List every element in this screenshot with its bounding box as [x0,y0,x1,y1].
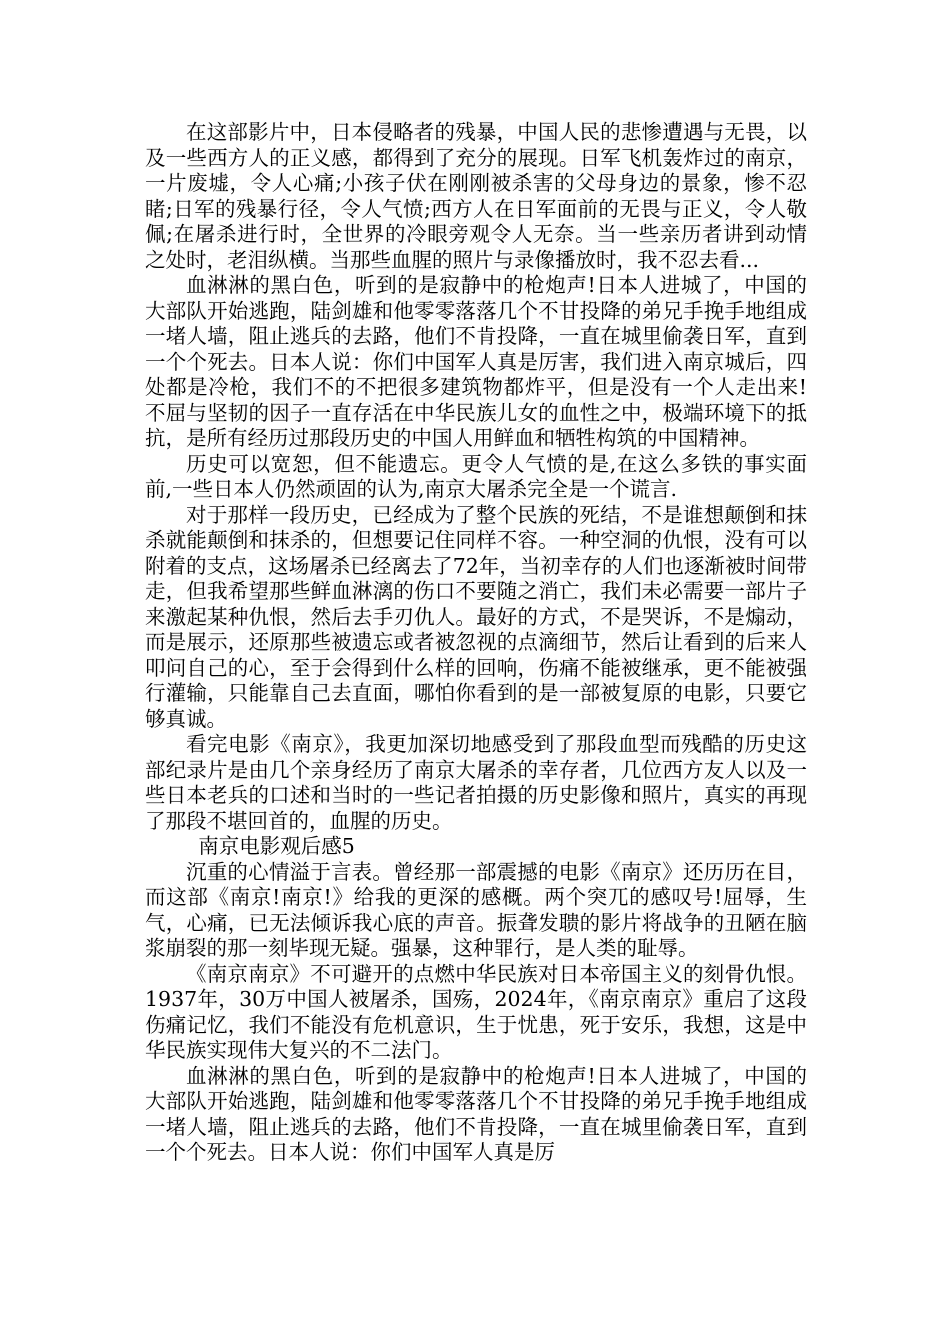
paragraph-black-and-white: 血淋淋的黑白色，听到的是寂静中的枪炮声!日本人进城了，中国的大部队开始逃跑，陆剑雄和他零零落落几个不甘投降的弟兄手挽手地组成一堵人墙，阻止逃兵的去路，他们不肯投降，一直在城里偷袭日军，直到一个个死去。日本人说：你们中国军人真是厉害，我们进入南京城后，四处都是冷枪，我们不的不把很多建筑物都炸平，但是没有一个人走出来!不屈与坚韧的因子一直存活在中华民族儿女的血性之中，极端环境下的抵抗，是所有经历过那段历史的中国人用鲜血和牺牲构筑的中国精神。 [145,273,807,450]
document-page [145,120,807,1166]
paragraph-history-knot: 对于那样一段历史，已经成为了整个民族的死结，不是谁想颠倒和抹杀就能颠倒和抹杀的，但想要记住同样不容。一种空洞的仇恨，没有可以附着的支点，这场屠杀已经离去了72年，当初幸存的人们也逐渐被时间带走，但我希望那些鲜血淋漓的伤口不要随之消亡，我们未必需要一部片子来激起某种仇恨，然后去手刃仇人。最好的方式，不是哭诉，不是煽动，而是展示，还原那些被遗忘或者被忽视的点滴细节，然后让看到的后来人叩问自己的心，至于会得到什么样的回响，伤痛不能被继承，更不能被强行灌输，只能靠自己去直面，哪怕你看到的是一部被复原的电影，只要它够真诚。 [145,502,807,731]
paragraph-history-forgive: 历史可以宽恕，但不能遗忘。更令人气愤的是,在这么多铁的事实面前,一些日本人仍然顽固的认为,南京大屠杀完全是一个谎言. [145,451,807,501]
paragraph-hatred: 《南京南京》不可避开的点燃中华民族对日本帝国主义的刻骨仇恨。1937年，30万中国人被屠杀，国殇，2024年，《南京南京》重启了这段伤痛记忆，我们不能没有危机意识，生于忧患，死于安乐，我想，这是中华民族实现伟大复兴的不二法门。 [145,961,807,1062]
paragraph-after-watching: 看完电影《南京》，我更加深切地感受到了那段血型而残酷的历史这部纪录片是由几个亲身经历了南京大屠杀的幸存者，几位西方友人以及一些日本老兵的口述和当时的一些记者拍摄的历史影像和照片，真实的再现了那段不堪回首的，血腥的历史。 [145,732,807,833]
paragraph-film-overview: 在这部影片中，日本侵略者的残暴，中国人民的悲惨遭遇与无畏，以及一些西方人的正义感，都得到了充分的展现。日军飞机轰炸过的南京，一片废墟，令人心痛;小孩子伏在刚刚被杀害的父母身边的景象，惨不忍睹;日军的残暴行径，令人气愤;西方人在日军面前的无畏与正义，令人敬佩;在屠杀进行时，全世界的冷眼旁观令人无奈。当一些亲历者讲到动情之处时，老泪纵横。当那些血腥的照片与录像播放时，我不忍去看... [145,120,807,272]
section-heading: 南京电影观后感5 [198,834,355,858]
paragraph-black-and-white-repeat: 血淋淋的黑白色，听到的是寂静中的枪炮声!日本人进城了，中国的大部队开始逃跑，陆剑雄和他零零落落几个不甘投降的弟兄手挽手地组成一堵人墙，阻止逃兵的去路，他们不肯投降，一直在城里偷袭日军，直到一个个死去。日本人说：你们中国军人真是厉 [145,1063,807,1164]
paragraph-heavy-heart: 沉重的心情溢于言表。曾经那一部震撼的电影《南京》还历历在目，而这部《南京!南京!》给我的更深的感概。两个突兀的感叹号!屈辱，生气，心痛，已无法倾诉我心底的声音。振聋发聩的影片将战争的丑陋在脑浆崩裂的那一刻毕现无疑。强暴，这种罪行，是人类的耻辱。 [145,859,807,960]
